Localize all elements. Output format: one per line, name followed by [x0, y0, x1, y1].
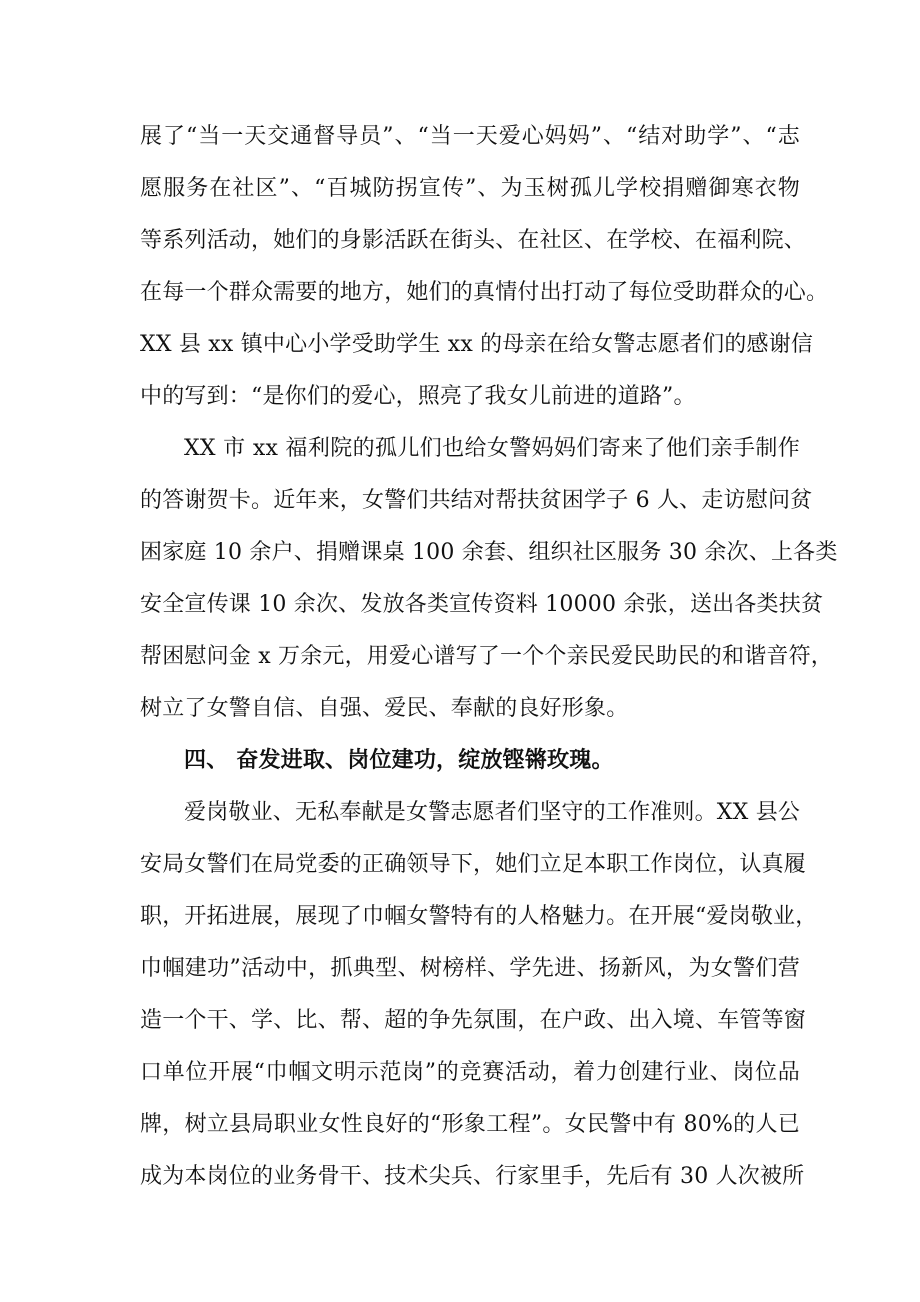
text-line: 等系列活动，她们的身影活跃在街头、在社区、在学校、在福利院、: [140, 228, 807, 253]
text-line: 在每一个群众需要的地方，她们的真情付出打动了每位受助群众的心。: [140, 280, 829, 305]
text-line: 中的写到：“是你们的爱心，照亮了我女儿前进的道路”。: [140, 384, 696, 409]
text-line: 愿服务在社区”、“百城防拐宣传”、为玉树孤儿学校捐赠御寒衣物: [140, 176, 800, 201]
paragraph-first-line: 爱岗敬业、无私奉献是女警志愿者们坚守的工作准则。XX 县公: [184, 800, 801, 825]
text-line: 造一个干、学、比、帮、超的争先氛围，在户政、出入境、车管等窗: [140, 1008, 807, 1033]
paragraph-first-line: XX 市 xx 福利院的孤儿们也给女警妈妈们寄来了他们亲手制作: [184, 436, 800, 461]
text-line: 巾帼建功”活动中，抓典型、树榜样、学先进、扬新风，为女警们营: [140, 956, 800, 981]
text-line: 的答谢贺卡。近年来，女警们共结对帮扶贫困学子 6 人、走访慰问贫: [140, 488, 813, 513]
text-line: 口单位开展“巾帼文明示范岗”的竞赛活动，着力创建行业、岗位品: [140, 1060, 800, 1085]
text-line: 帮困慰问金 x 万余元，用爱心谱写了一个个亲民爱民助民的和谐音符，: [140, 644, 833, 669]
text-line: 树立了女警自信、自强、爱民、奉献的良好形象。: [140, 696, 629, 721]
text-line: XX 县 xx 镇中心小学受助学生 xx 的母亲在给女警志愿者们的感谢信: [140, 332, 814, 357]
section-heading: 四、 奋发进取、岗位建功，绽放铿锵玫瑰。: [184, 748, 614, 773]
text-line: 困家庭 10 余户、捐赠课桌 100 余套、组织社区服务 30 余次、上各类: [140, 540, 838, 565]
text-line: 成为本岗位的业务骨干、技术尖兵、行家里手，先后有 30 人次被所: [140, 1164, 805, 1189]
text-line: 安局女警们在局党委的正确领导下，她们立足本职工作岗位，认真履: [140, 852, 807, 877]
text-line: 安全宣传课 10 余次、发放各类宣传资料 10000 余张，送出各类扶贫: [140, 592, 824, 617]
text-line: 展了“当一天交通督导员”、“当一天爱心妈妈”、“结对助学”、“志: [140, 124, 800, 149]
text-line: 牌，树立县局职业女性良好的“形象工程”。女民警中有 80%的人已: [140, 1112, 800, 1137]
text-line: 职，开拓进展，展现了巾帼女警特有的人格魅力。在开展“爱岗敬业，: [140, 904, 818, 929]
